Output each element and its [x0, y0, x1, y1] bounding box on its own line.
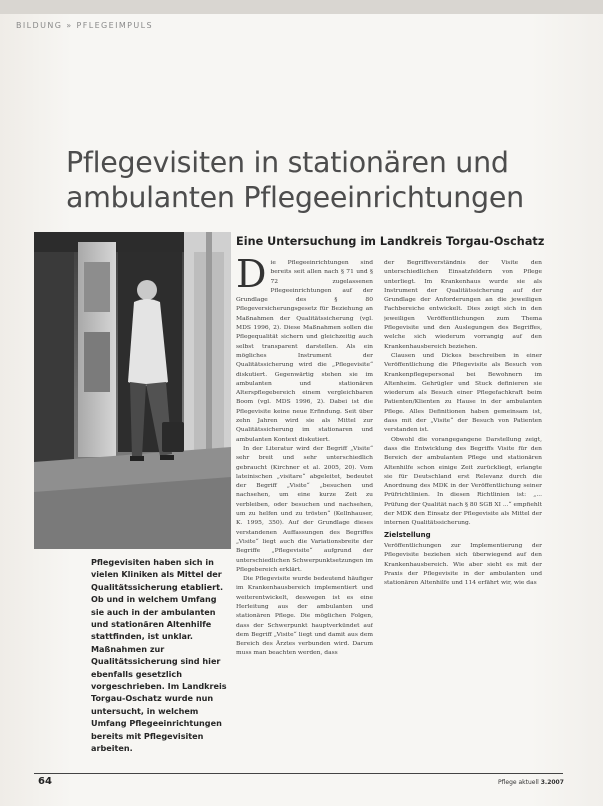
article-title: Pflegevisiten in stationären und ambulanten Pflegeeinrichtungen	[66, 146, 524, 214]
photo-nurse-walking-illustration	[34, 232, 231, 549]
article-photo	[34, 232, 231, 549]
section-label: BILDUNG » PFLEGEIMPULS	[16, 21, 153, 30]
paragraph: der Begriffsverständnis der Visite den unterschiedlichen Einsatzfeldern von Pflege unterliegt. Im Krankenhaus wurde sie als Instrument der Qualitätssicherung auf der Grundlage der Anforderungen an die jeweiligen Fachbereiche entwickelt. Dies zeigt sich in den jeweiligen Veröffentlichungen zum Thema Pflegevisite und den Auslegungen des Begriffes, welche sich wiederum vorrangig auf den Krankenhausbereich beziehen.	[384, 259, 542, 350]
issue-number: 3.2007	[540, 779, 564, 786]
paragraph: Veröffentlichungen zur Implementierung der Pflegevisite beziehen sich überwiegend auf den Krankenhausbereich. Wie aber sieht es mit der Praxis der Pflegevisite in der ambulanten und stationären Altenhilfe und 114 erfährt wir, wie das	[384, 541, 542, 587]
dropcap: D	[236, 258, 267, 296]
top-scan-band	[0, 0, 603, 14]
paragraph-text: ie Pflegeeinrichtungen sind bereits seit allen nach § 71 und § 72 zugelassenen Pflegeeinrichtungen auf der Grundlage des § 80 Pflegeversicherungsgesetz für Beziehung an Maßnahmen der Qualitätssicherung (vgl. MDS 1996, 2). Diese Maßnahmen sollen die Pflegequalität sichern und gleichzeitig auch selbst transparent darstellen. Als ein mögliches Instrument der Qualitätssicherung wird die „Pflegevisite“ diskutiert. Gegenwärtig stehen sie im ambulanten und stationären Alterspflegebereich einem vergleichbaren Boom (vgl. MDS 1996, 2). Dabei ist die Pflegevisite keine neue Erfindung. Seit über zehn Jahren wird sie als Mittel zur Qualitätssicherung im stationaren und ambulanten Kontext diskutiert.	[236, 259, 373, 443]
footer-rule	[34, 773, 563, 774]
publication-info	[498, 779, 564, 786]
text-column-left	[236, 258, 373, 774]
paragraph: Obwohl die vorangegangene Darstellung zeigt, dass die Entwicklung des Begriffs Visite für den Bereich der ambulanten Pflege und stationären Altenhilfe schon einige Zeit zurückliegt, erlangte sie für Deutschland erst Relevanz durch die Anordnung des MDK in der Veröffentlichung seiner Prüfrichtlinien. In diesen Richtlinien ist: „... Prüfung der Qualität nach § 80 SGB XI ...“ empfiehlt der MDK den Einsatz der Pflegevisite als Mittel der internen Qualitätssicherung.	[384, 435, 542, 527]
paragraph	[236, 258, 373, 444]
paragraph: Die Pflegevisite wurde bedeutend häufiger im Krankenhausbereich implementiert und weiterentwickelt, deswegen ist es eine Herleitung aus der ambulanten und stationären Pflege. Die möglichen Folgen, dass der Schwerpunkt hauptverkündet auf dem Begriff „Visite“ liegt und damit aus dem Bereich des Ärztes verbunden wird. Darum muss man beachten werden, dass	[236, 575, 373, 657]
photo-caption: Pflegevisiten haben sich in vielen Kliniken als Mittel der Qualitätssicherung etabliert. Ob und in welchem Umfang sie auch in der ambulanten und stationären Altenhilfe stattfinden, ist unklar. Maßnahmen zur Qualitätssicherung sind hier ebenfalls gesetzlich vorgeschrieben. Im Landkreis Torgau-Oschatz wurde nun untersucht, in welchem Umfang Pflegeeinrichtungen bereits mit Pflegevisiten arbeiten.	[91, 557, 227, 754]
section-heading: Zielstellung	[384, 530, 431, 539]
page-number: 64	[38, 776, 52, 787]
article-subtitle: Eine Untersuchung im Landkreis Torgau-Oschatz	[236, 235, 545, 248]
text-column-right	[384, 258, 542, 774]
publication-name: Pflege aktuell	[498, 779, 539, 786]
paragraph: In der Literatur wird der Begriff „Visite“ sehr breit und sehr unterschiedlich gebraucht (Kirchner et al. 2005, 20). Vom lateinischen „visitare“ abgeleitet, bedeutet der Begriff „Visite“ „besuchen und nachsehen, um eine kurze Zeit zu verbleiben, oder besuchen und nachsehen, um zu helfen und zu trösten“ (Kellnhauser, K. 1995, 350). Auf der Grundlage dieses verstandenen Auffassungen des Begriffes „Visite“ liegt auch die Variationsbreite der Begriffe „Pflegevisite“ aufgrund der unterschiedlichen Schwerpunktsetzungen im Pflegebereich erklärt.	[236, 444, 373, 573]
paragraph: Clausen und Dickes beschreiben in einer Veröffentlichung die Pflegevisite als Besuch von Krankenpflegepersonal bei Bewohnern im Altenheim. Gehrügler und Stuck definieren sie wiederum als Besuch einer Pflegefachkraft beim Patienten/Klienten zu Hause in der ambulanten Pflege. Alles Definitionen haben gemeinsam ist, dass mit der „Visite“ der Besuch von Patienten verstanden ist.	[384, 351, 542, 434]
